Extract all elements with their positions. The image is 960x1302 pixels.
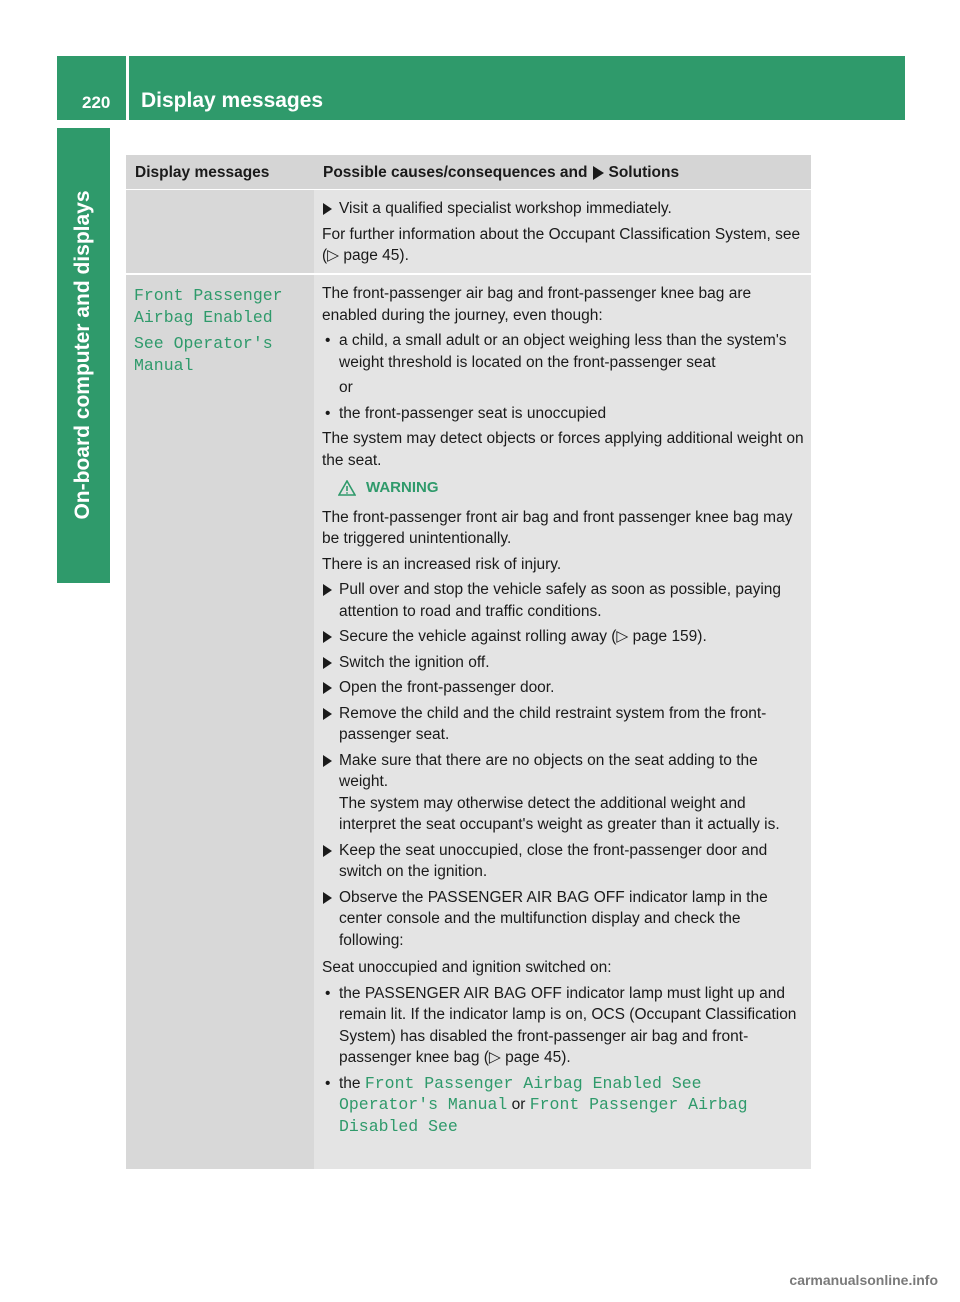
- message-line: Airbag Enabled: [134, 308, 273, 327]
- chapter-tab-label: On-board computer and displays: [71, 190, 94, 520]
- action-arrow-icon: [323, 203, 332, 215]
- action-arrow-icon: [323, 584, 332, 596]
- bullet-item: • the front-passenger seat is unoccupied: [322, 403, 805, 425]
- action-step: Pull over and stop the vehicle safely as soon as possible, paying attention to road and traffic conditions.: [322, 579, 805, 622]
- bullet-mark: •: [325, 984, 331, 1002]
- action-step: Open the front-passenger door.: [322, 677, 805, 699]
- message-line: Front Passenger: [134, 286, 283, 305]
- col-header-solutions-text: Solutions: [608, 164, 680, 181]
- action-step: Keep the seat unoccupied, close the front-passenger door and switch on the ignition.: [322, 840, 805, 883]
- message-line: Manual: [134, 356, 194, 375]
- warning-label: WARNING: [366, 479, 439, 496]
- action-arrow-icon: [323, 631, 332, 643]
- display-message-ref: Front Passenger Airbag Disabled See: [339, 1095, 748, 1136]
- bullet-item: • a child, a small adult or an object weighing less than the system's weight threshold is located on the front-passenger seat: [325, 332, 787, 371]
- table-row: [126, 275, 811, 1169]
- seat-unoccupied-text: Seat unoccupied and ignition switched on:: [322, 959, 612, 976]
- message-line: See Operator's: [134, 334, 273, 353]
- action-step: Remove the child and the child restraint system from the front-passenger seat.: [322, 703, 805, 746]
- header-divider: [126, 56, 129, 120]
- watermark: carmanualsonline.info: [789, 1272, 938, 1288]
- warning-triangle-icon: [338, 480, 356, 496]
- action-step: Visit a qualified specialist workshop immediately.: [322, 198, 805, 220]
- or-text: or: [339, 379, 353, 396]
- action-arrow-icon: [593, 166, 604, 180]
- action-arrow-icon: [323, 708, 332, 720]
- action-arrow-icon: [323, 892, 332, 904]
- action-note: The system may otherwise detect the additional weight and interpret the seat occupant's weight as greater than it actually is.: [339, 794, 780, 833]
- display-messages-table: [126, 155, 811, 1169]
- bullet-mark: •: [325, 404, 331, 422]
- action-arrow-icon: [323, 657, 332, 669]
- table-header: [126, 155, 811, 189]
- warning-heading: [322, 477, 805, 499]
- display-message-ref: Front Passenger Airbag Enabled See Operator's Manual: [339, 1073, 702, 1114]
- bullet-mark: •: [325, 1074, 331, 1092]
- page-title: Display messages: [141, 89, 324, 112]
- message-cell: [126, 275, 314, 1169]
- action-step: Observe the PASSENGER AIR BAG OFF indicator lamp in the center console and the multifunction display and check the following:: [322, 887, 805, 952]
- action-step: Switch the ignition off.: [322, 652, 805, 674]
- bullet-item: • the Front Passenger Airbag Enabled See Operator's Manual or Front Passenger Airbag Disabled See: [325, 1073, 748, 1136]
- action-step: Secure the vehicle against rolling away (▷ page 159).: [322, 626, 805, 648]
- bullet-item: • the PASSENGER AIR BAG OFF indicator lamp must light up and remain lit. If the indicator lamp is on, OCS (Occupant Classification System) has disabled the front-passenger air bag and front-passenger knee bag (▷ page 45).: [325, 984, 797, 1066]
- detect-text: The system may detect objects or forces applying additional weight on the seat.: [322, 430, 804, 469]
- action-arrow-icon: [323, 682, 332, 694]
- info-paragraph: For further information about the Occupant Classification System, see (▷ page 45).: [322, 225, 801, 264]
- page-number: 220: [82, 93, 111, 112]
- table-row: [126, 190, 811, 273]
- message-cell-empty: [126, 190, 314, 273]
- action-step: Make sure that there are no objects on the seat adding to the weight. The system may otherwise detect the additional weight and interpret the seat occupant's weight as greater than it actually is.: [322, 750, 805, 836]
- solution-cell: [314, 275, 811, 1169]
- warning-text: The front-passenger front air bag and front passenger knee bag may be triggered unintentionally.: [322, 508, 793, 547]
- col-header-causes-text: Possible causes/consequences and: [323, 164, 588, 181]
- risk-text: There is an increased risk of injury.: [322, 555, 562, 573]
- col-header-display-messages: Display messages: [135, 164, 270, 181]
- action-arrow-icon: [323, 755, 332, 767]
- intro-text: The front-passenger air bag and front-passenger knee bag are enabled during the journey, even though:: [322, 285, 752, 324]
- solution-cell: [314, 190, 811, 273]
- bullet-mark: •: [325, 332, 331, 349]
- action-arrow-icon: [323, 845, 332, 857]
- col-header-causes: [323, 164, 679, 182]
